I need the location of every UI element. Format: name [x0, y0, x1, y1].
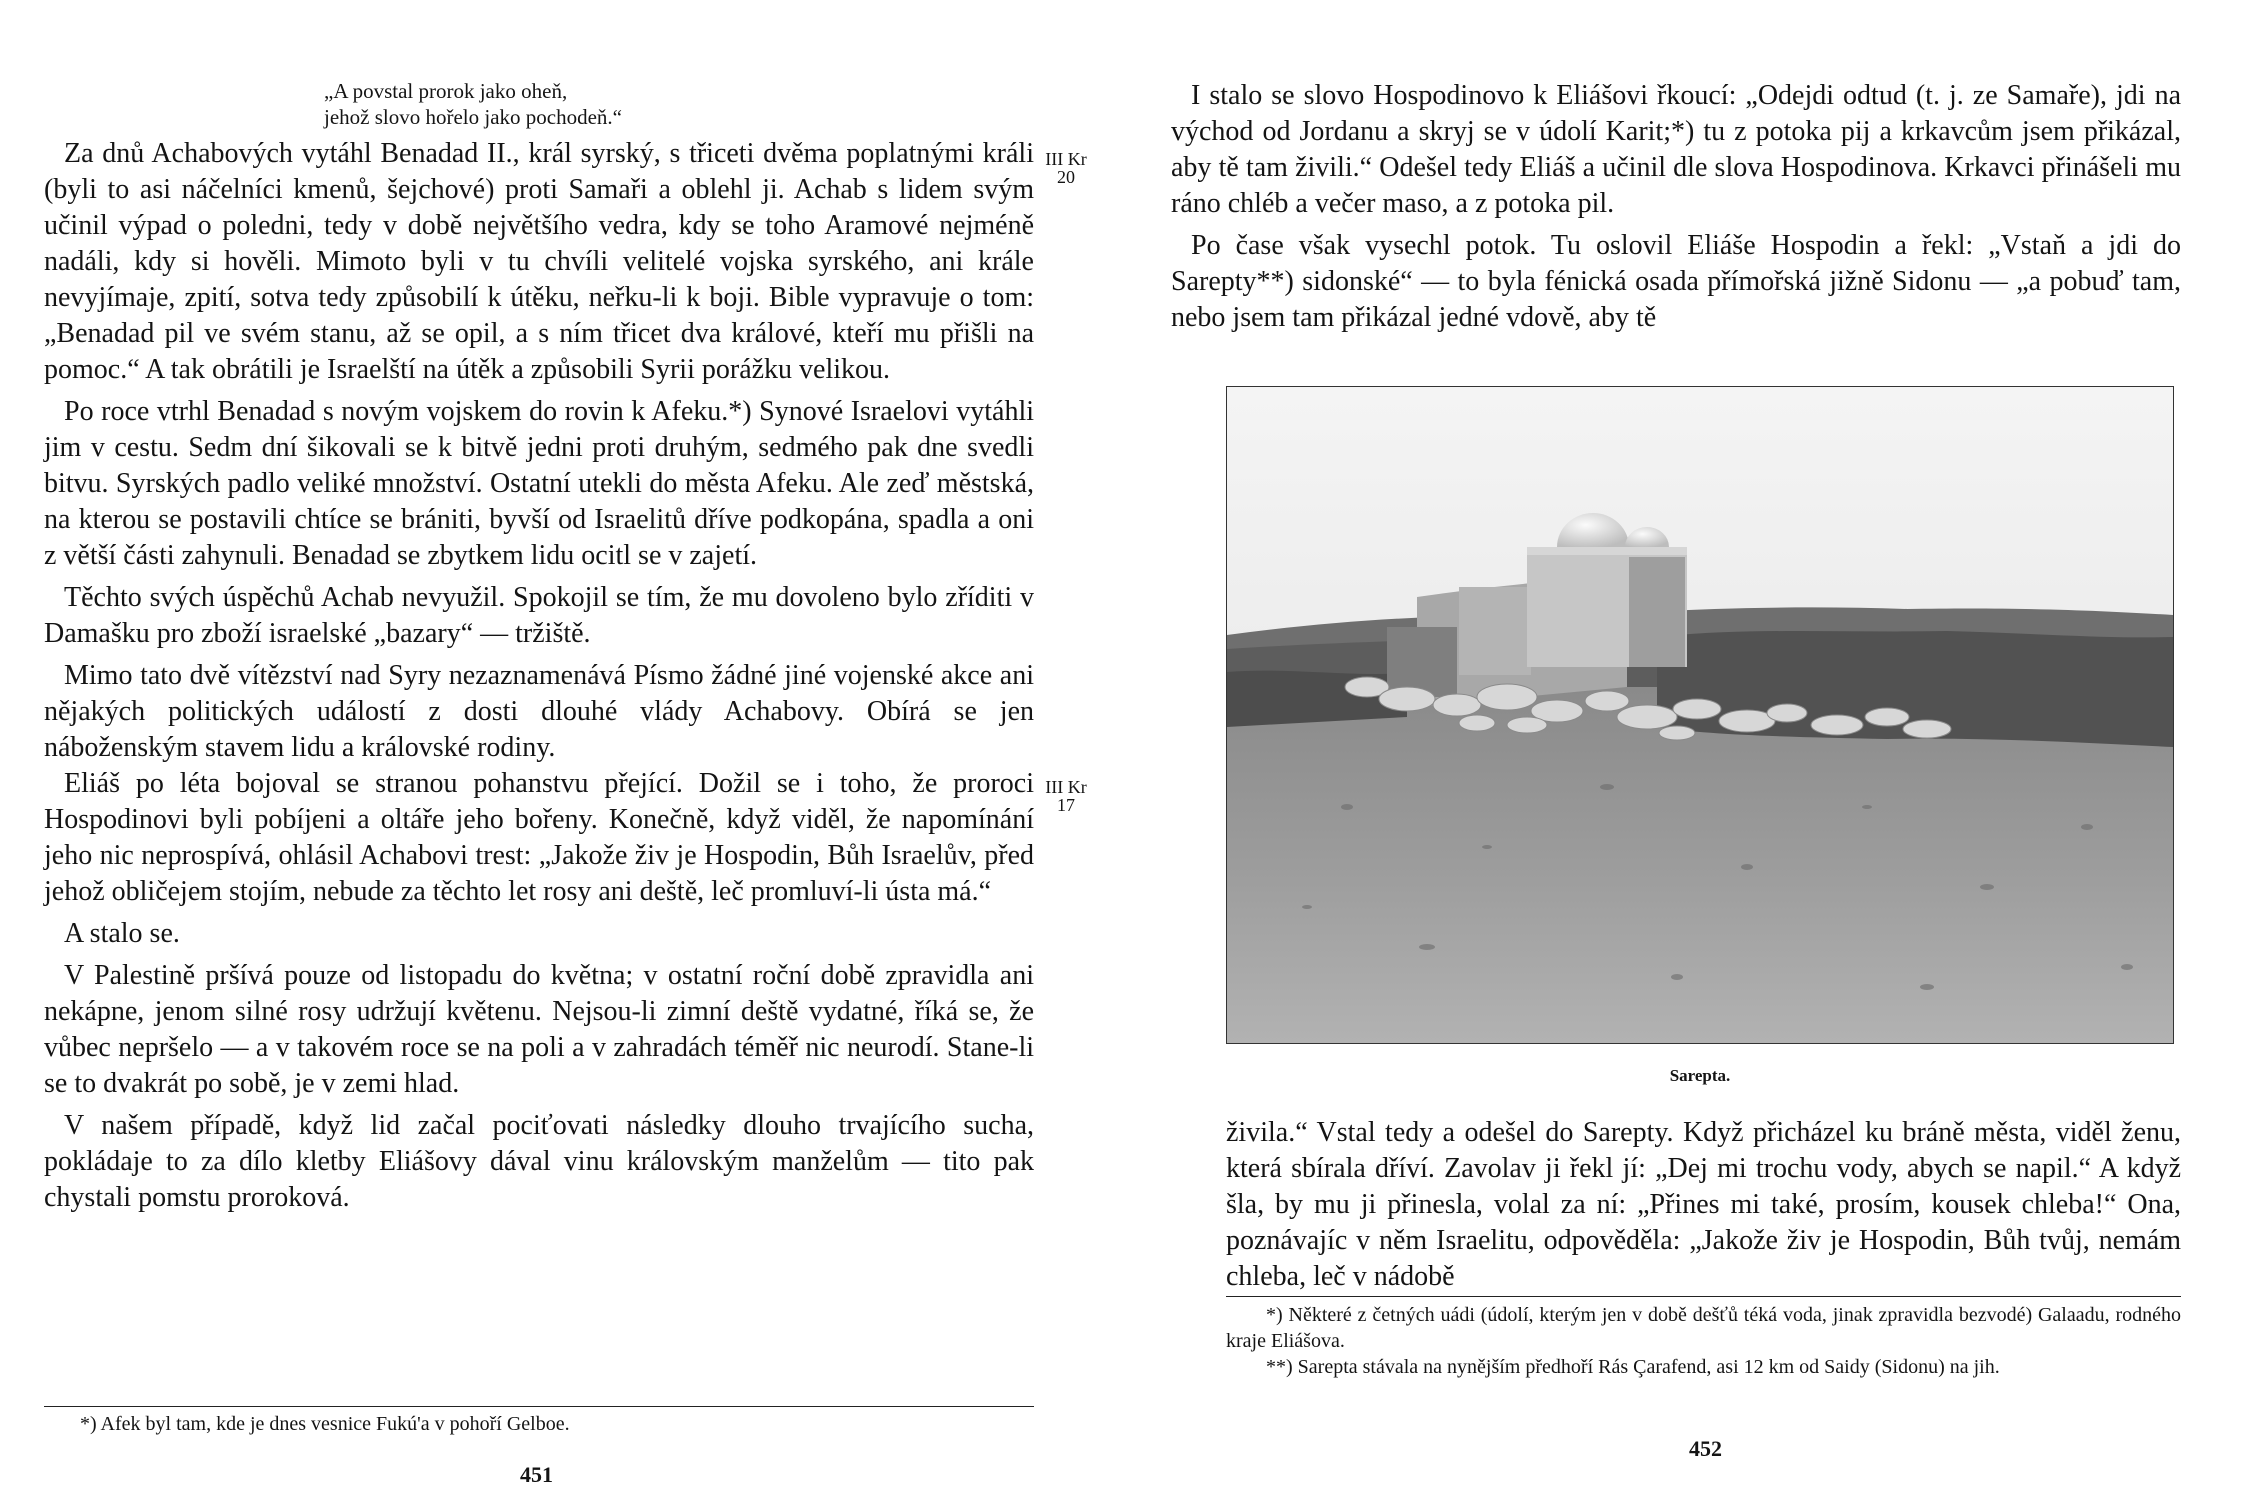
paragraph: Mimo tato dvě vítězství nad Syry nezaznamenává Písmo žádné jiné vojenské akce ani nějakých politických událostí z dosti dlouhé vlády Achabovy. Obírá se jen náboženským stavem lidu a královské rodiny.: [44, 660, 1034, 763]
verse-line: jehož slovo hořelo jako pochodeň.“: [324, 105, 622, 129]
paragraph: V Palestině pršívá pouze od listopadu do května; v ostatní roční době zpravidla ani nekápne, jenom silné rosy udržují květenu. Nejsou-li zimní deště vydatné, říká se, že vůbec nepršelo — a v takovém roce se na poli a v zahradách téměř nic neurodí. Stane-li se to dvakrát po sobě, je v zemi hlad.: [44, 960, 1034, 1099]
paragraph: Za dnů Achabových vytáhl Benadad II., král syrský, s třiceti dvěma poplatnými králi (byli to asi náčelníci kmenů, šejchové) proti Samaři a oblehl ji. Achab s lidem svým učinil výpad o poledni, tedy v době největšího vedra, kdy se toho Aramové nejméně nadáli, kdy si hověli. Mimoto byli v tu chvíli velitelé vojska syrského, ani krále nevyjímaje, zpití, sotva tedy způsobilí k útěku, neřku-li k boji. Bible vypravuje o tom: „Benadad pil ve svém stanu, až se opil, a s ním třicet dva králové, kteří mu přišli na pomoc.“ A tak obrátili je Israelští na útěk a způsobili Syrii porážku velikou.: [44, 138, 1034, 385]
paragraph: živila.“ Vstal tedy a odešel do Sarepty. Když přicházel ku bráně města, viděl ženu, která sbírala dříví. Zavolav ji řekl jí: „Dej mi trochu vody, abych se napil.“ A když šla, by mu ji přinesla, volal za ní: „Přines mi také, prosím, kousek chleba!“ Ona, poznávajíc v něm Israelitu, odpověděla: „Jakože živ je Hospodin, Bůh tvůj, nemám chleba, leč v nádobě: [1226, 1117, 2181, 1292]
paragraph: V našem případě, když lid začal pociťovati následky dlouho trvajícího sucha, pokládaje to za dílo kletby Eliášovy dával vinu královským manželům — tito pak chystali pomstu proroková.: [44, 1110, 1034, 1213]
margin-ref-book: III Kr: [1045, 777, 1087, 797]
margin-reference: [1036, 150, 1096, 186]
paragraph: I stalo se slovo Hospodinovo k Eliášovi řkoucí: „Odejdi odtud (t. j. ze Samaře), jdi na východ od Jordanu a skryj se v údolí Karit;*) tu z potoka pij a krkavcům jsem přikázal, aby tě tam živili.“ Odešel tedy Eliáš a učinil dle slova Hospodinova. Krkavci přinášeli mu ráno chléb a večer maso, a z potoka pil.: [1171, 80, 2181, 219]
paragraph: Těchto svých úspěchů Achab nevyužil. Spokojil se tím, že mu dovoleno bylo zříditi v Damašku pro zboží israelské „bazary“ — tržiště.: [44, 582, 1034, 649]
left-text-column: [44, 78, 1034, 1216]
margin-reference: [1036, 778, 1096, 814]
paragraph: Po čase však vysechl potok. Tu oslovil Eliáše Hospodin a řekl: „Vstaň a jdi do Sarepty**) sidonské“ — to byla fénická osada přímořská jižně Sidonu — „a pobuď tam, nebo jsem tam přikázal jedné vdově, aby tě: [1171, 230, 2181, 333]
paragraph: A stalo se.: [64, 918, 180, 949]
footnote: **) Sarepta stávala na nynějším předhoří Rás Çarafend, asi 12 km od Saidy (Sidonu) na jih.: [1266, 1356, 2000, 1378]
page-number: 451: [520, 1462, 553, 1487]
paragraph: Eliáš po léta bojoval se stranou pohanstvu přející. Dožil se i toho, že proroci Hospodinovi byli pobíjeni a oltáře jeho bořeny. Konečně, když viděl, že napomínání jeho nic neprospívá, ohlásil Achabovi trest: „Jakože živ je Hospodin, Bůh Israelův, před jehož obličejem stojím, nebude za těchto let rosy ani deště, leč promluví-li ústa má.“: [44, 768, 1034, 907]
right-text-bottom: [1226, 1115, 2181, 1295]
footnote: *) Afek byl tam, kde je dnes vesnice Fukú'a v pohoří Gelboe.: [80, 1413, 570, 1435]
page-number: 452: [1689, 1436, 1722, 1461]
margin-ref-book: III Kr: [1045, 149, 1087, 169]
sarepta-photograph: [1226, 386, 2174, 1044]
verse-line: „A povstal prorok jako oheň,: [324, 79, 568, 103]
verse-quote: [324, 78, 1034, 130]
margin-ref-chapter: 20: [1057, 167, 1075, 187]
footnote-rule: [1226, 1296, 2181, 1297]
margin-ref-chapter: 17: [1057, 795, 1075, 815]
footnote: *) Některé z četných uádi (údolí, kterým jen v době dešťů téká voda, jinak zpravidla bezvodé) Galaadu, rodného kraje Eliášova.: [1226, 1304, 2181, 1352]
photo-caption: Sarepta.: [1669, 1066, 1731, 1085]
footnote-rule: [44, 1406, 1034, 1407]
right-text-top: [1171, 78, 2181, 336]
paragraph: Po roce vtrhl Benadad s novým vojskem do rovin k Afeku.*) Synové Israelovi vytáhli jim v cestu. Sedm dní šikovali se k bitvě jedni proti druhým, sedmého pak dne svedli bitvu. Syrských padlo veliké množství. Ostatní utekli do města Afeku. Ale zeď městská, na kterou se postavili chtíce se brániti, byvší od Israelitů dříve podkopána, spadla a oni z větší části zahynuli. Benadad se zbytkem lidu ocitl se v zajetí.: [44, 396, 1034, 571]
